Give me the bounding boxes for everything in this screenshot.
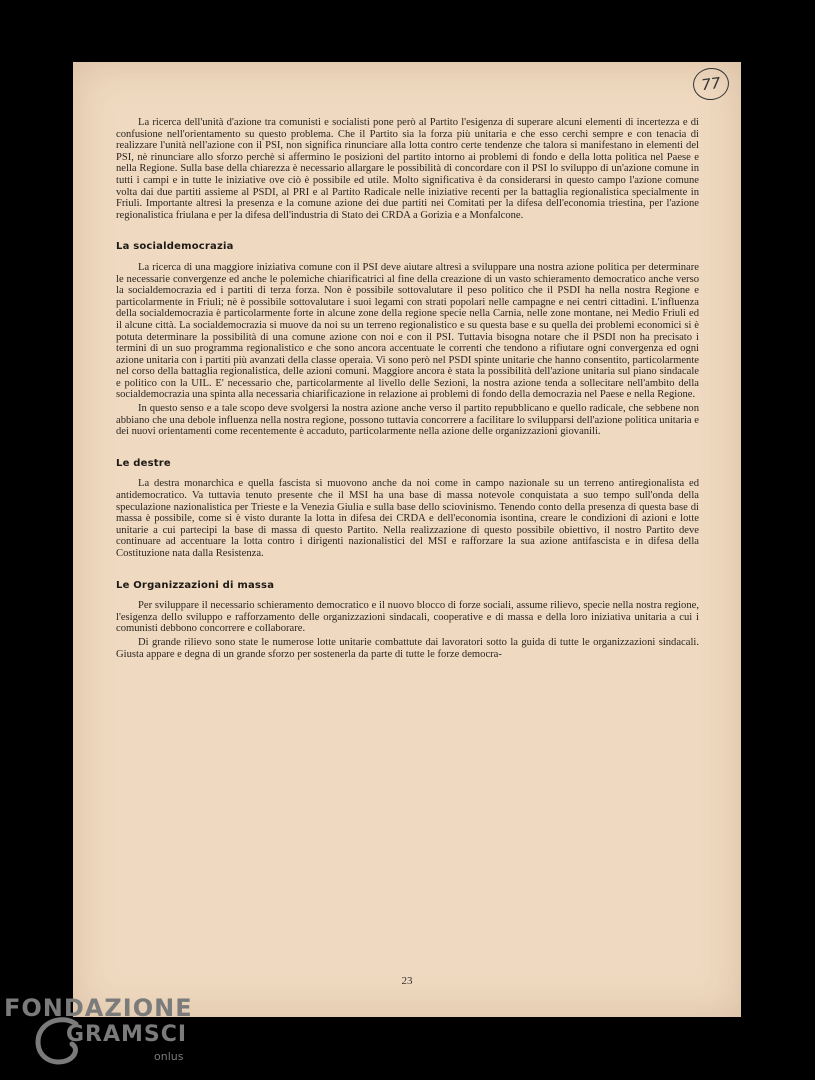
section-heading: Le destre bbox=[116, 457, 171, 469]
paragraph: Di grande rilievo sono state le numerose lotte unitarie combattute dai lavoratori sotto la guida di tutte le organizzazioni sindacali. Giusta appare e degna di un grande sforzo per sostenerla da parte di tutte le forze democra- bbox=[116, 636, 699, 660]
section-heading: La socialdemocrazia bbox=[116, 241, 234, 253]
section-intro bbox=[116, 117, 699, 221]
fondazione-gramsci-watermark bbox=[4, 992, 264, 1077]
watermark-line-3: onlus bbox=[154, 1050, 184, 1063]
paragraph: La destra monarchica e quella fascista si muovono anche da noi come in campo nazionale su un terreno antiregionalista ed antidemocratico. Va tuttavia tenuto presente che il MSI ha una base di massa notevole conquistata a suo tempo sull'onda della speculazione nazionalistica per Trieste e la Venezia Giulia e sulla base dello sciovinismo. Tenendo conto della presenza di questa base di massa è possibile, come si è visto durante la lotta in difesa dei CRDA e dell'economia isontina, creare le condizioni di azioni e lotte unitarie a cui partecipi la base di massa di questo Partito. Nella realizzazione di questo possibile obiettivo, il nostro Partito deve continuare ad accentuare la lotta contro i dirigenti nazionalistici del MSI e rafforzare la sua azione antifascista e in difesa della Costituzione nata dalla Resistenza. bbox=[116, 478, 699, 559]
archive-number-stamp: 77 bbox=[691, 66, 731, 103]
page-number: 23 bbox=[401, 975, 413, 987]
paragraph: La ricerca dell'unità d'azione tra comunisti e socialisti pone però al Partito l'esigenza di superare alcuni elementi di incertezza e di confusione nell'orientamento su questo problema. Che il Partito sia la forza più unitaria e che esso cerchi sempre e con tenacia di realizzare l'unità nell'azione con il PSI, non significa rinunciare alla lotta contro certe tendenze che talora si manifestano in elementi del PSI, nè rinunciare allo sforzo perchè si affermino le posizioni del partito intorno ai problemi di fondo e della lotta politica nel Paese e nella Regione. Sulla base della chiarezza è necessario allargare le possibilità di concordare con il PSI lo sviluppo di un'azione comune in tutti i campi e in tutte le iniziative ove ciò è possibile ed utile. Molto significativa è da considerarsi in questo campo l'azione comune volta dai due partiti assieme al PSDI, al PRI e al Partito Radicale nelle iniziative recenti per la battaglia regionalistica specialmente in Friuli. Importante altresì la presenza e la comune azione dei due partiti nei Comitati per la difesa dell'economia triestina, per l'azione regionalistica friulana e per la difesa dell'industria di Stato dei CRDA a Gorizia e a Monfalcone. bbox=[116, 117, 699, 221]
watermark-line-2: GRAMSCI bbox=[66, 1022, 188, 1047]
section-destre bbox=[116, 438, 699, 560]
document-body bbox=[116, 117, 699, 660]
section-heading: Le Organizzazioni di massa bbox=[116, 579, 275, 591]
paragraph: In questo senso e a tale scopo deve svolgersi la nostra azione anche verso il partito repubblicano e quello radicale, che sebbene non abbiano che una debole influenza nella nostra regione, possono tuttavia concorrere a facilitare lo svilupparsi dell'azione politica unitaria e dei nuovi orientamenti come recentemente è accaduto, particolarmente nella azione delle organizzazioni giovanili. bbox=[116, 403, 699, 438]
watermark-line-1: FONDAZIONE bbox=[4, 994, 193, 1022]
document-page bbox=[73, 62, 741, 1017]
paragraph: Per sviluppare il necessario schieramento democratico e il nuovo blocco di forze sociali, assume rilievo, specie nella nostra regione, l'esigenza dello sviluppo e rafforzamento delle organizzazioni sindacali, cooperative e di massa e della loro iniziativa unitaria a cui i comunisti debbono concorrere e collaborare. bbox=[116, 600, 699, 635]
paragraph: La ricerca di una maggiore iniziativa comune con il PSI deve aiutare altresì a sviluppare una nostra azione politica per determinare le necessarie convergenze ed anche le polemiche chiarificatrici al fine della creazione di un vasto schieramento democratico anche verso la socialdemocrazia ed i partiti di terza forza. Non è possibile sottovalutare il peso politico che il PSDI ha nella nostra Regione e particolarmente in Friuli; nè è possibile sottovalutare i suoi legami con strati popolari nelle campagne e nei centri cittadini. L'influenza della socialdemocrazia è particolarmente forte in alcune zone della regione specie nella Carnia, nelle zone montane, nei Medio Friuli ed il alcune città. La socialdemocrazia si muove da noi su un terreno regionalistico e su questa base e su quella dei problemi economici si è potuta determinare la possibilità di una comune azione con noi e con il PSI. Tuttavia bisogna notare che il PSDI non ha precisato i termini di un suo programma regionalistico e che sono ancora accentuate le correnti che tendono a rifiutare ogni convergenza ed ogni azione unitaria con i partiti più avanzati della classe operaia. Vi sono però nel PSDI spinte unitarie che hanno consentito, particolarmente nel corso della battaglia regionalistica, delle azioni comuni. Maggiore ancora è stata la possibilità dell'azione unitaria sul piano sindacale e politico con la UIL. E' necessario che, particolarmente al livello delle Sezioni, la nostra azione tenda a sollecitare nell'ambito della socialdemocrazia una spinta alla necessaria chiarificazione in relazione ai problemi di fondo della democrazia nel Paese e nella Regione. bbox=[116, 261, 699, 401]
section-socialdemocrazia bbox=[116, 221, 699, 438]
section-organizzazioni-di-massa bbox=[116, 560, 699, 661]
